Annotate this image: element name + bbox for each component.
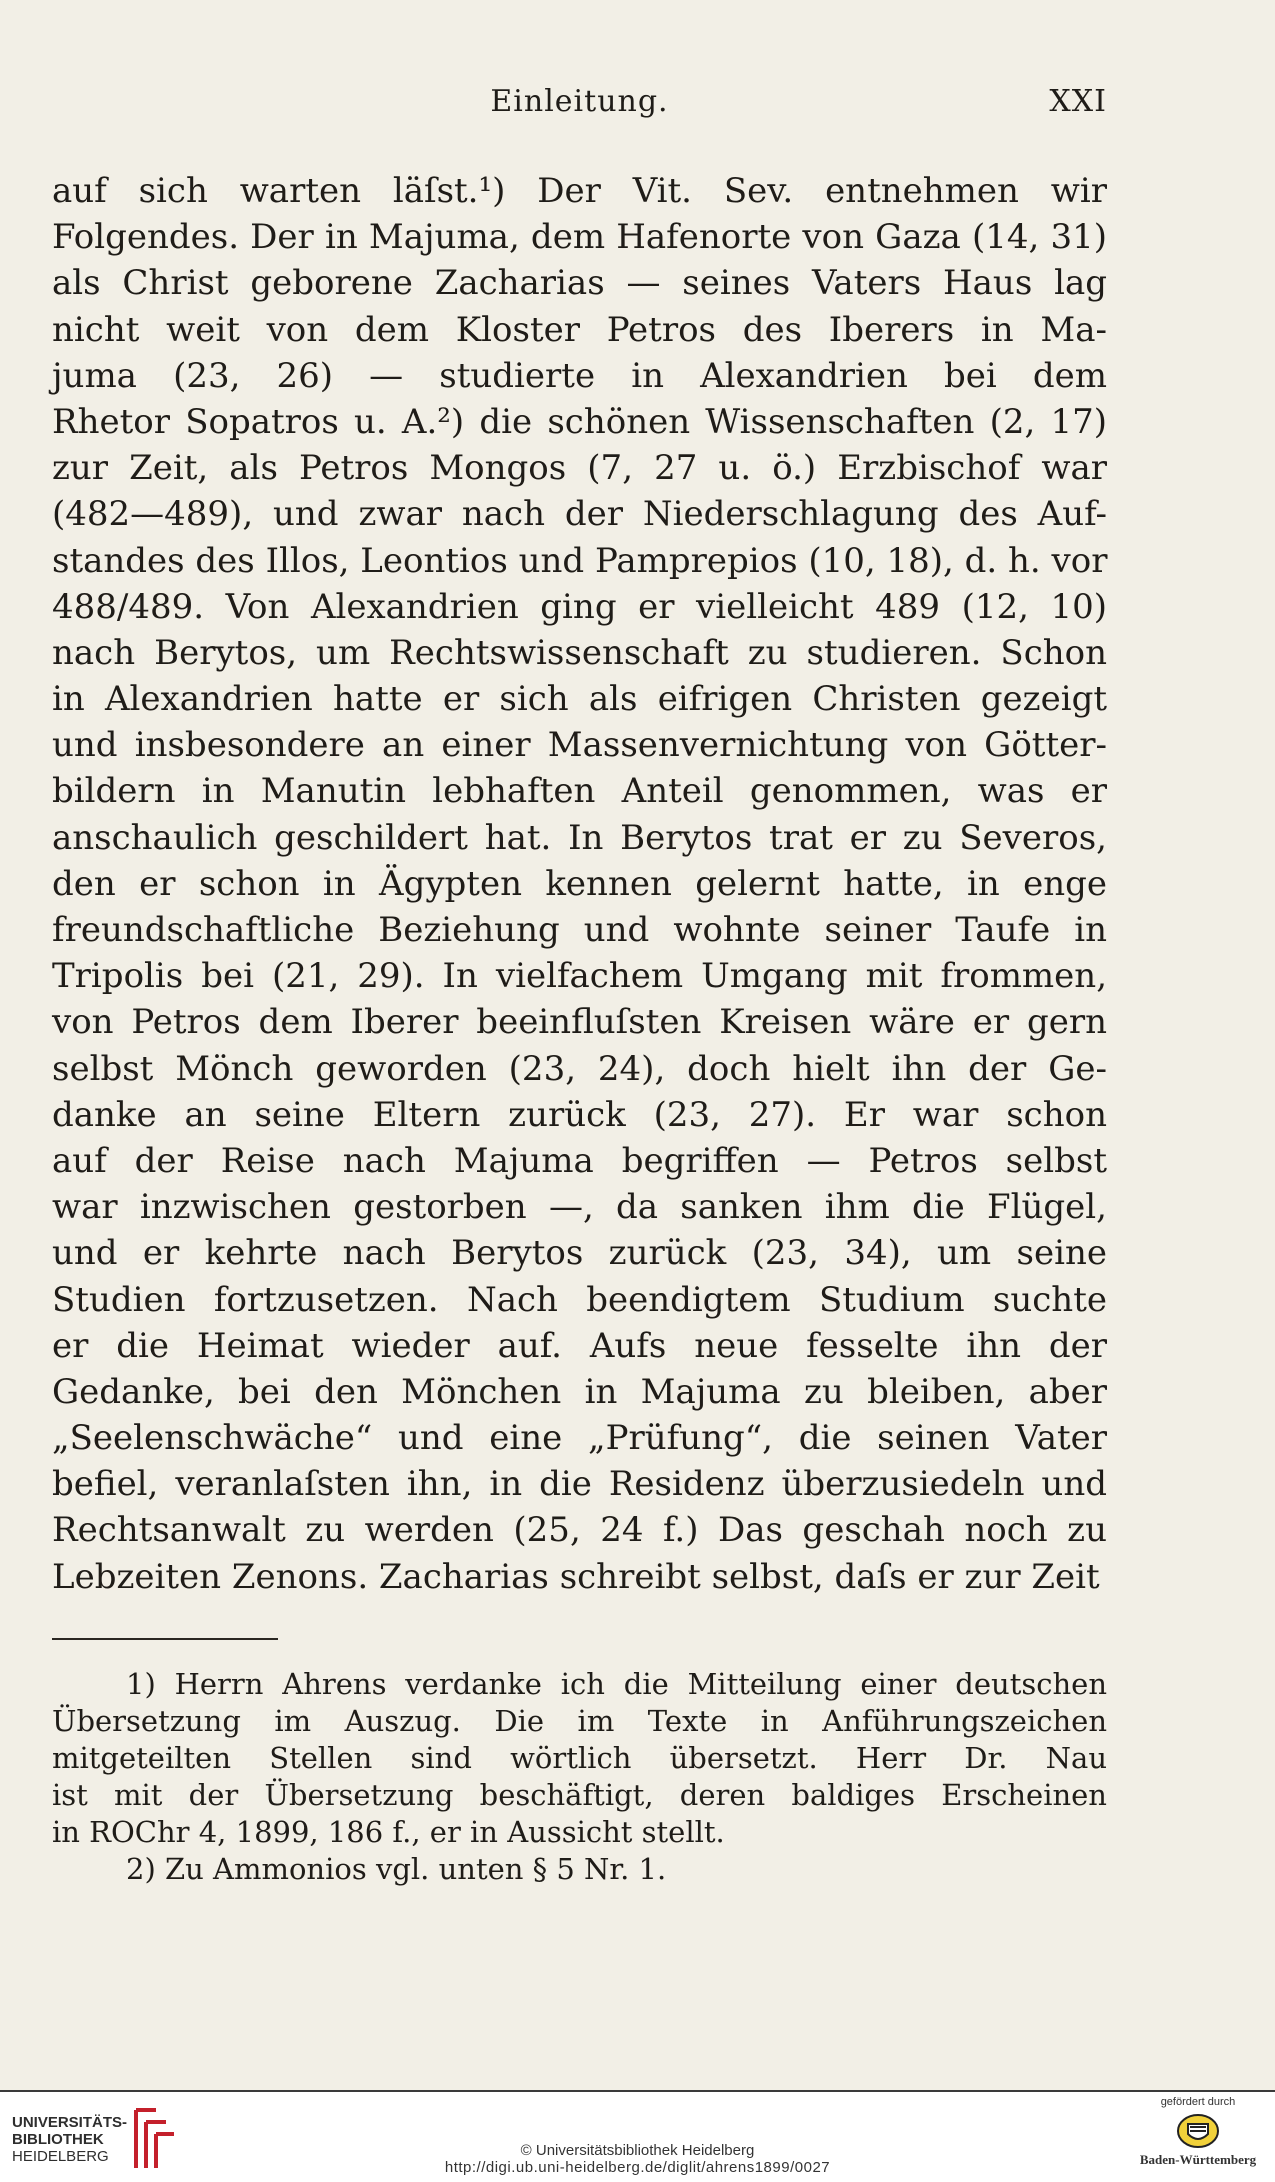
- body-line: standes des Illos, Leontios und Pamprepios (10, 18), d. h. vor: [52, 540, 1108, 581]
- footnote-line: in ROChr 4, 1899, 186 f., er in Aussicht stellt.: [52, 1815, 725, 1849]
- body-line: Lebzeiten Zenons. Zacharias schreibt selbst, daſs er zur Zeit: [52, 1556, 1100, 1597]
- body-line: danke an seine Eltern zurück (23, 27). Er war schon: [52, 1094, 1107, 1135]
- body-line: selbst Mönch geworden (23, 24), doch hielt ihn der Ge-: [52, 1048, 1107, 1089]
- body-line: Gedanke, bei den Mönchen in Majuma zu bleiben, aber: [52, 1371, 1107, 1412]
- header-title: Einleitung.: [490, 84, 669, 119]
- body-line: freundschaftliche Beziehung und wohnte seiner Taufe in: [52, 910, 1107, 950]
- footnote-line: 1) Herrn Ahrens verdanke ich die Mitteilung einer deutschen: [126, 1667, 1107, 1701]
- body-line: auf sich warten läſst.¹) Der Vit. Sev. entnehmen wir: [52, 171, 1107, 211]
- body-line: nicht weit von dem Kloster Petros des Iberers in Ma-: [52, 309, 1107, 350]
- footnote-line: Übersetzung im Auszug. Die im Texte in Anführungszeichen: [52, 1704, 1107, 1738]
- body-line: befiel, veranlaſsten ihn, in die Residenz überzusiedeln und: [52, 1464, 1107, 1505]
- body-line: zur Zeit, als Petros Mongos (7, 27 u. ö.) Erzbischof war: [52, 448, 1107, 489]
- sponsor-name: Baden-Württemberg: [1139, 2152, 1257, 2167]
- body-line: als Christ geborene Zacharias — seines Vaters Haus lag: [52, 263, 1107, 304]
- body-line: bildern in Manutin lebhaften Anteil genommen, was er: [52, 771, 1107, 812]
- library-name-line: HEIDELBERG: [12, 2148, 109, 2165]
- body-line: Folgendes. Der in Majuma, dem Hafenorte von Gaza (14, 31): [52, 217, 1107, 258]
- body-line: „Seelenschwäche“ und eine „Prüfung“, die seinen Vater: [52, 1418, 1107, 1459]
- footnotes: [52, 1666, 1107, 1888]
- body-line: nach Berytos, um Rechtswissenschaft zu studieren. Schon: [52, 632, 1107, 673]
- digitization-footer: [0, 2090, 1275, 2182]
- body-line: er die Heimat wieder auf. Aufs neue fesselte ihn der: [52, 1325, 1107, 1366]
- body-line: 488/489. Von Alexandrien ging er vielleicht 489 (12, 10): [52, 586, 1107, 627]
- page-number: XXI: [1049, 84, 1107, 119]
- sponsor-label: gefördert durch: [1160, 2096, 1236, 2108]
- footnote-line: ist mit der Übersetzung beschäftigt, deren baldiges Erscheinen: [52, 1778, 1107, 1812]
- body-line: in Alexandrien hatte er sich als eifrigen Christen gezeigt: [52, 679, 1107, 720]
- body-line: und er kehrte nach Berytos zurück (23, 34), um seine: [52, 1233, 1107, 1274]
- body-line: Rhetor Sopatros u. A.²) die schönen Wissenschaften (2, 17): [52, 401, 1107, 442]
- footnote-separator: [52, 1638, 278, 1640]
- permalink[interactable]: http://digi.ub.uni-heidelberg.de/diglit/ahrens1899/0027: [444, 2159, 831, 2176]
- body-text: [52, 168, 1107, 1600]
- body-line: war inzwischen gestorben —, da sanken ihm die Flügel,: [52, 1187, 1107, 1228]
- sponsor-block: [1133, 2096, 1263, 2168]
- copyright-notice: © Universitätsbibliothek Heidelberg: [520, 2142, 755, 2159]
- coat-of-arms-icon: [1174, 2112, 1222, 2150]
- body-line: (482—489), und zwar nach der Niederschlagung des Auf-: [52, 494, 1107, 535]
- body-line: von Petros dem Iberer beeinfluſsten Kreisen wäre er gern: [52, 1002, 1107, 1043]
- library-name-line: BIBLIOTHEK: [12, 2131, 104, 2148]
- body-line: den er schon in Ägypten kennen gelernt hatte, in enge: [52, 863, 1107, 904]
- footnote-line: mitgeteilten Stellen sind wörtlich übersetzt. Herr Dr. Nau: [52, 1741, 1107, 1775]
- body-line: auf der Reise nach Majuma begriffen — Petros selbst: [52, 1140, 1107, 1181]
- library-name-line: UNIVERSITÄTS-: [12, 2114, 128, 2131]
- footnote-line: 2) Zu Ammonios vgl. unten § 5 Nr. 1.: [126, 1852, 667, 1886]
- body-line: und insbesondere an einer Massenvernichtung von Götter-: [52, 725, 1107, 766]
- body-line: juma (23, 26) — studierte in Alexandrien bei dem: [52, 355, 1107, 396]
- body-line: Tripolis bei (21, 29). In vielfachem Umgang mit frommen,: [52, 956, 1107, 997]
- body-line: Studien fortzusetzen. Nach beendigtem Studium suchte: [52, 1279, 1107, 1320]
- body-line: anschaulich geschildert hat. In Berytos trat er zu Severos,: [52, 817, 1107, 858]
- body-line: Rechtsanwalt zu werden (25, 24 f.) Das geschah noch zu: [52, 1510, 1107, 1551]
